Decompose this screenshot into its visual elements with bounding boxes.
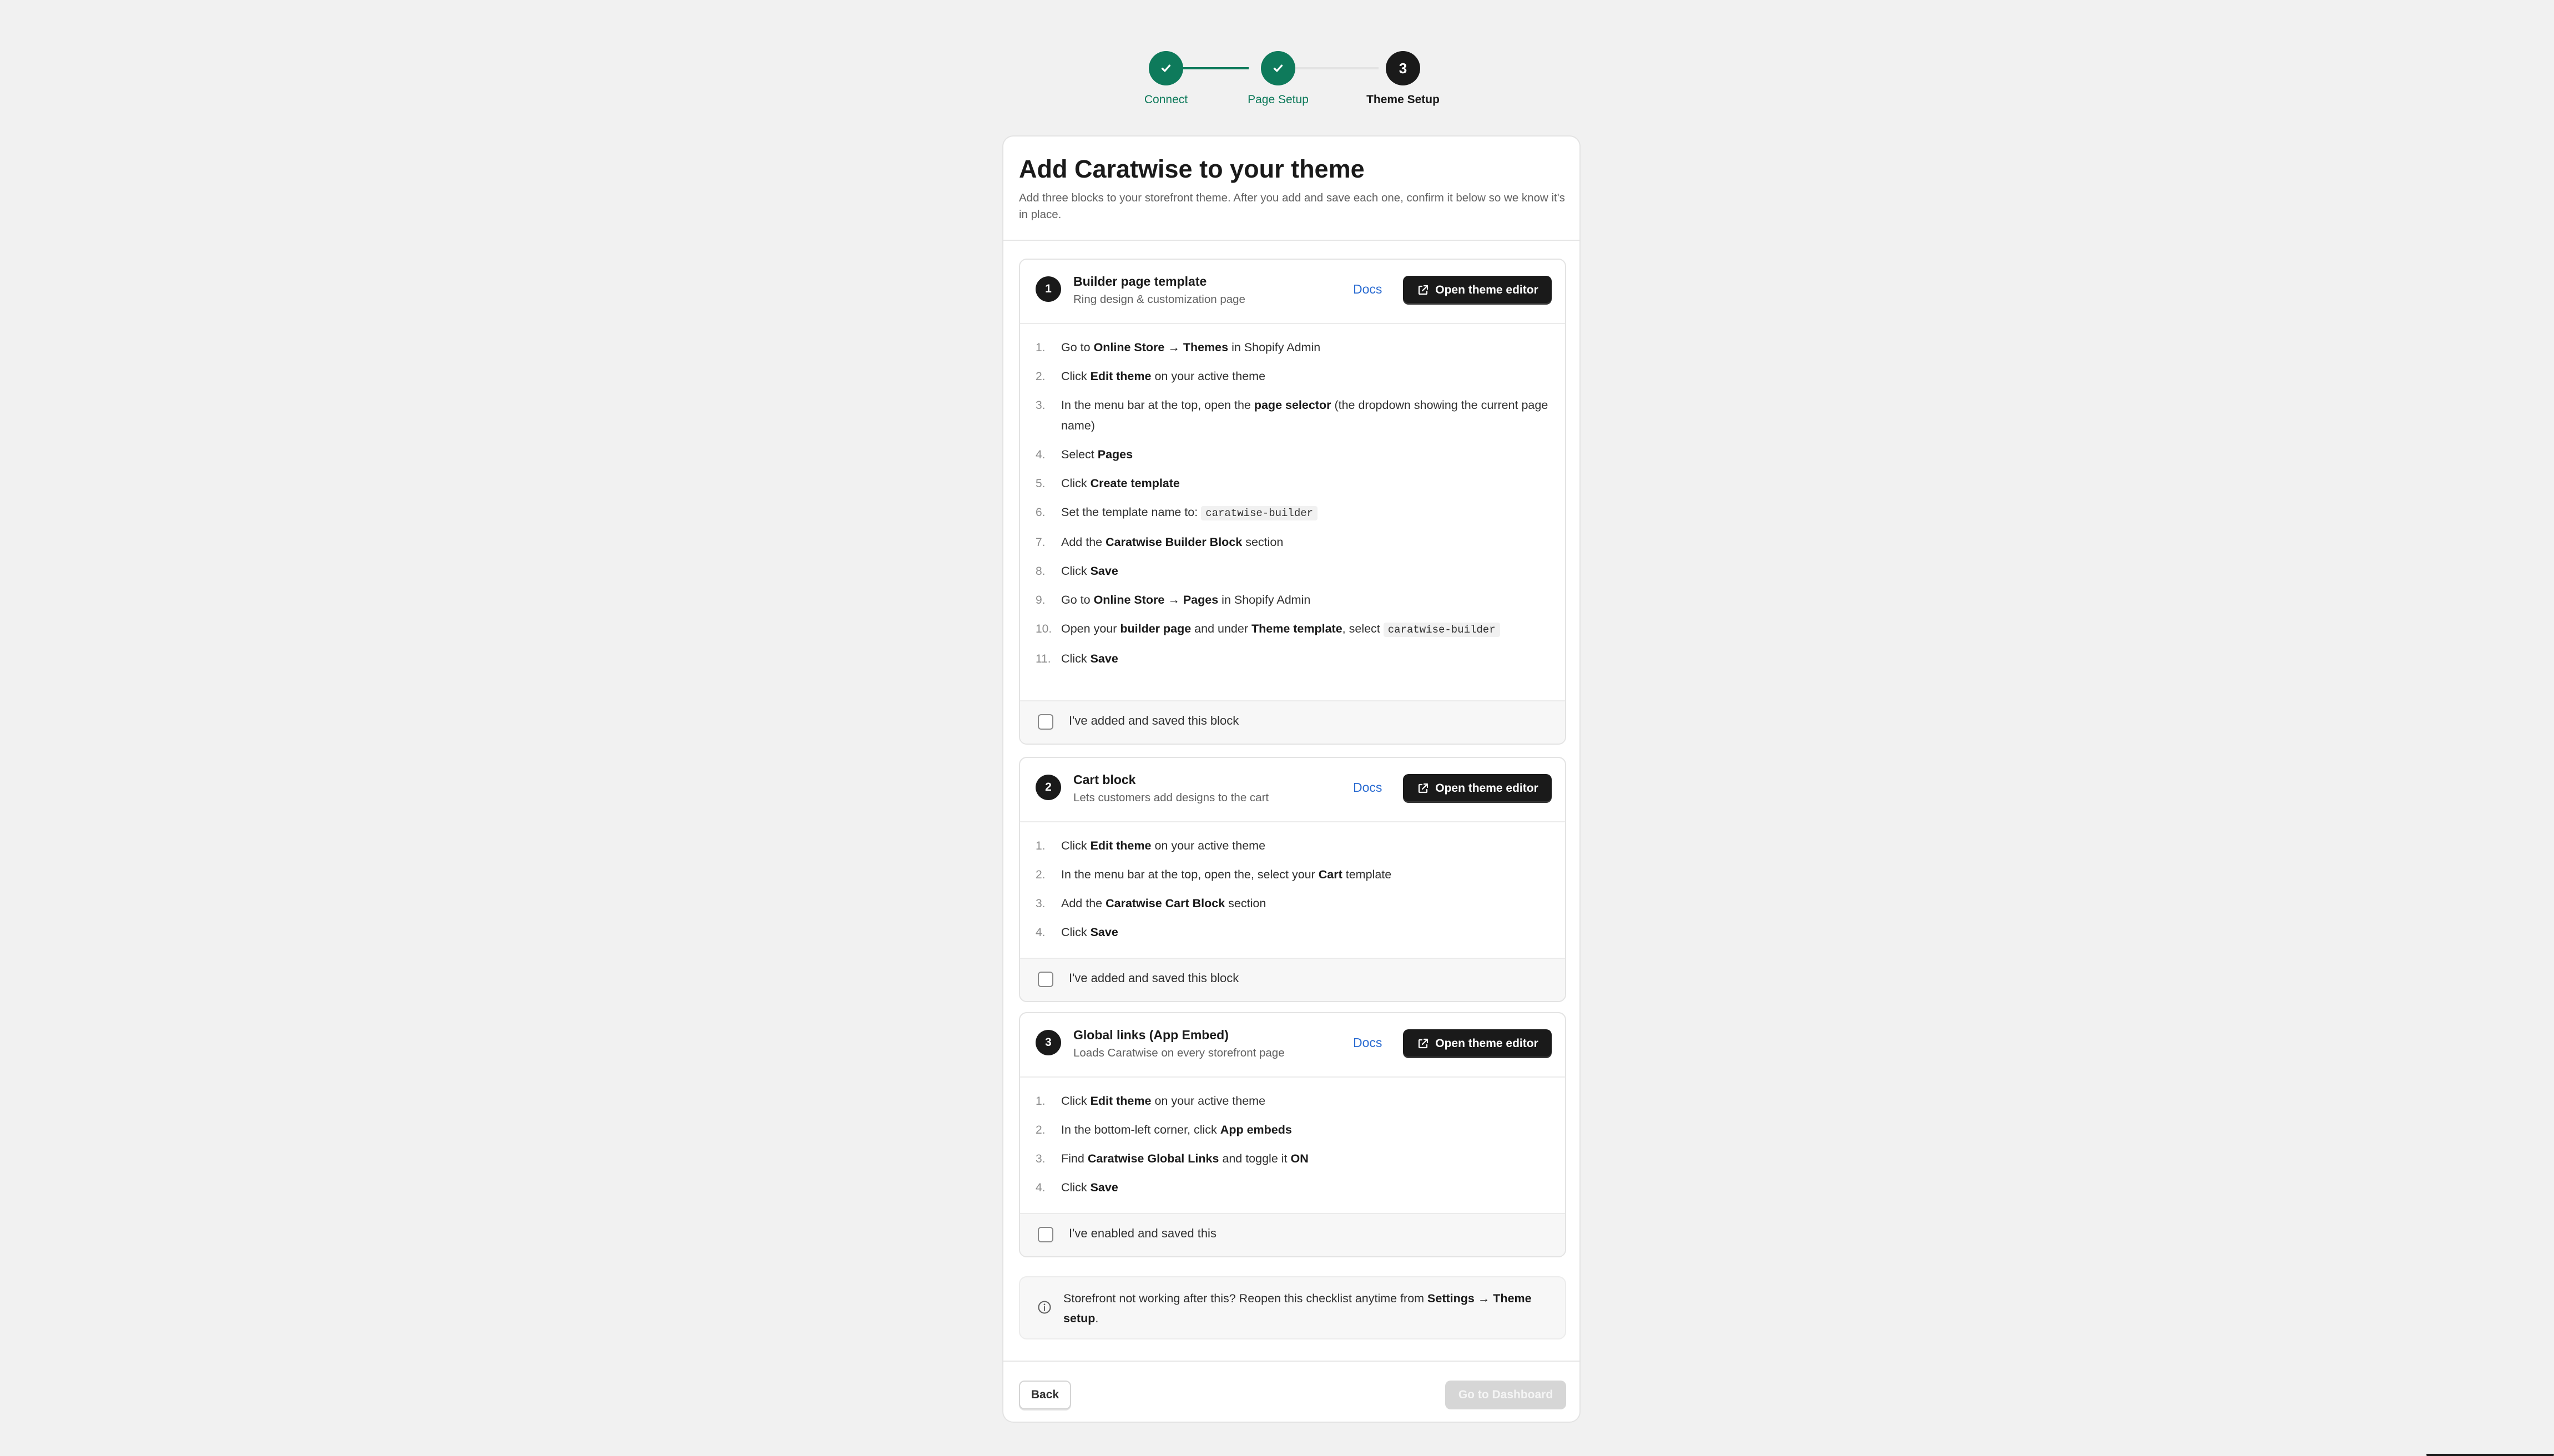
step-text: Click Create template — [1061, 477, 1180, 490]
step-number: 11. — [1036, 653, 1051, 665]
step-text: Find Caratwise Global Links and toggle it ON — [1061, 1152, 1309, 1165]
progress-stepper — [0, 0, 2554, 111]
page-subtitle: Add three blocks to your storefront theme. After you add and save each one, confirm it below so we know it's in place. — [1019, 191, 1565, 221]
block-title: Builder page template — [1073, 274, 1207, 289]
step-number: 4. — [1036, 926, 1046, 939]
step-number: 2. — [1036, 370, 1046, 383]
step-text: Go to Online Store → Themes in Shopify Admin — [1061, 341, 1321, 354]
step-number: 7. — [1036, 536, 1046, 549]
step-2-indicator — [1261, 51, 1295, 85]
step-text: Click Edit theme on your active theme — [1061, 1094, 1266, 1108]
instruction-step — [1020, 619, 1565, 640]
confirm-checkbox[interactable] — [1038, 1227, 1053, 1242]
step-text: Select Pages — [1061, 448, 1133, 461]
step-text: Click Edit theme on your active theme — [1061, 839, 1266, 852]
block-title: Cart block — [1073, 772, 1136, 787]
instruction-step — [1020, 1091, 1565, 1111]
open-theme-editor-button[interactable] — [1403, 1029, 1552, 1058]
step-number: 2. — [1036, 868, 1046, 881]
open-theme-editor-button[interactable] — [1403, 276, 1552, 305]
step-text: Click Save — [1061, 926, 1118, 939]
confirm-row — [1020, 958, 1565, 1001]
instruction-step — [1020, 444, 1565, 465]
docs-link[interactable]: Docs — [1353, 1035, 1382, 1050]
step-1-label: Connect — [1144, 93, 1188, 106]
step-text: Add the Caratwise Builder Block section — [1061, 535, 1284, 549]
step-text: Click Save — [1061, 564, 1118, 578]
instruction-step — [1020, 836, 1565, 856]
confirm-label[interactable]: I've added and saved this block — [1069, 714, 1239, 727]
step-number: 4. — [1036, 1181, 1046, 1194]
step-number: 3. — [1036, 399, 1046, 412]
info-text: Storefront not working after this? Reopen this checklist anytime from Settings → Theme setup. — [1063, 1292, 1532, 1325]
instruction-step — [1020, 649, 1565, 669]
step-number: 3. — [1036, 1152, 1046, 1165]
instruction-list — [1020, 822, 1565, 943]
step-connector-2 — [1295, 67, 1379, 69]
block-subtitle: Lets customers add designs to the cart — [1073, 791, 1269, 804]
docs-link[interactable]: Docs — [1353, 282, 1382, 296]
confirm-label[interactable]: I've enabled and saved this — [1069, 1226, 1217, 1240]
info-callout — [1019, 1276, 1566, 1339]
confirm-label[interactable]: I've added and saved this block — [1069, 971, 1239, 985]
button-label: Open theme editor — [1435, 284, 1538, 296]
confirm-row — [1020, 700, 1565, 744]
instruction-step — [1020, 590, 1565, 610]
step-text: Click Edit theme on your active theme — [1061, 370, 1266, 383]
instruction-step — [1020, 1120, 1565, 1140]
block-header — [1020, 1013, 1565, 1078]
step-number: 6. — [1036, 506, 1046, 519]
step-number: 9. — [1036, 594, 1046, 606]
step-number: 1. — [1036, 840, 1046, 852]
footer-divider — [1003, 1361, 1579, 1362]
step-number: 2. — [1036, 1124, 1046, 1136]
step-text: In the menu bar at the top, open the, select your Cart template — [1061, 868, 1392, 881]
step-3-indicator: 3 — [1386, 51, 1420, 85]
block-header — [1020, 758, 1565, 822]
step-number: 1. — [1036, 341, 1046, 354]
confirm-checkbox[interactable] — [1038, 972, 1053, 987]
instruction-step — [1020, 1177, 1565, 1198]
external-link-icon — [1416, 284, 1430, 297]
instruction-step — [1020, 395, 1565, 436]
instruction-step — [1020, 337, 1565, 358]
step-text: In the menu bar at the top, open the page selector (the dropdown showing the current page name) — [1061, 398, 1548, 432]
instruction-step — [1020, 473, 1565, 494]
block-app-embed — [1019, 1012, 1566, 1257]
block-number-badge: 2 — [1036, 775, 1061, 800]
theme-setup-card — [1002, 135, 1581, 1423]
step-number: 8. — [1036, 565, 1046, 578]
instruction-step — [1020, 893, 1565, 914]
corner-scroll-indicator — [2426, 1454, 2554, 1456]
step-text: Go to Online Store → Pages in Shopify Admin — [1061, 593, 1311, 606]
step-text: Click Save — [1061, 1181, 1118, 1194]
instruction-step — [1020, 922, 1565, 943]
step-text: Click Save — [1061, 652, 1118, 665]
page-title: Add Caratwise to your theme — [1019, 155, 1365, 183]
step-text: Set the template name to: caratwise-builder — [1061, 505, 1318, 519]
info-icon — [1037, 1300, 1052, 1315]
step-number: 4. — [1036, 448, 1046, 461]
step-number: 1. — [1036, 1095, 1046, 1108]
instruction-step — [1020, 865, 1565, 885]
instruction-step — [1020, 532, 1565, 553]
block-subtitle: Loads Caratwise on every storefront page — [1073, 1046, 1285, 1059]
card-header — [1019, 153, 1568, 223]
confirm-row — [1020, 1213, 1565, 1256]
step-3-label: Theme Setup — [1366, 93, 1440, 106]
instruction-step — [1020, 502, 1565, 524]
step-text: In the bottom-left corner, click App embeds — [1061, 1123, 1292, 1136]
instruction-step — [1020, 561, 1565, 582]
step-text: Open your builder page and under Theme template, select caratwise-builder — [1061, 622, 1500, 635]
checkmark-icon — [1159, 61, 1173, 75]
block-subtitle: Ring design & customization page — [1073, 293, 1245, 306]
step-1-indicator — [1149, 51, 1183, 85]
block-builder-template — [1019, 259, 1566, 745]
block-header — [1020, 260, 1565, 324]
external-link-icon — [1416, 782, 1430, 795]
button-label: Open theme editor — [1435, 1037, 1538, 1050]
step-text: Add the Caratwise Cart Block section — [1061, 897, 1266, 910]
checkmark-icon — [1271, 61, 1285, 75]
back-button[interactable]: Back — [1019, 1381, 1071, 1409]
instruction-step — [1020, 1149, 1565, 1169]
instruction-list — [1020, 1078, 1565, 1198]
external-link-icon — [1416, 1037, 1430, 1050]
button-label: Open theme editor — [1435, 782, 1538, 795]
open-theme-editor-button[interactable] — [1403, 774, 1552, 803]
step-number: 5. — [1036, 477, 1046, 490]
block-title: Global links (App Embed) — [1073, 1028, 1229, 1042]
instruction-step — [1020, 366, 1565, 387]
confirm-checkbox[interactable] — [1038, 714, 1053, 730]
block-cart — [1019, 757, 1566, 1002]
go-to-dashboard-button[interactable]: Go to Dashboard — [1445, 1381, 1566, 1409]
step-2-label: Page Setup — [1248, 93, 1309, 106]
step-number: 3. — [1036, 897, 1046, 910]
step-connector-1 — [1183, 67, 1249, 69]
block-number-badge: 3 — [1036, 1030, 1061, 1055]
block-number-badge: 1 — [1036, 276, 1061, 302]
instruction-list — [1020, 324, 1565, 669]
step-number: 10. — [1036, 623, 1052, 635]
docs-link[interactable]: Docs — [1353, 780, 1382, 795]
header-divider — [1003, 240, 1579, 241]
